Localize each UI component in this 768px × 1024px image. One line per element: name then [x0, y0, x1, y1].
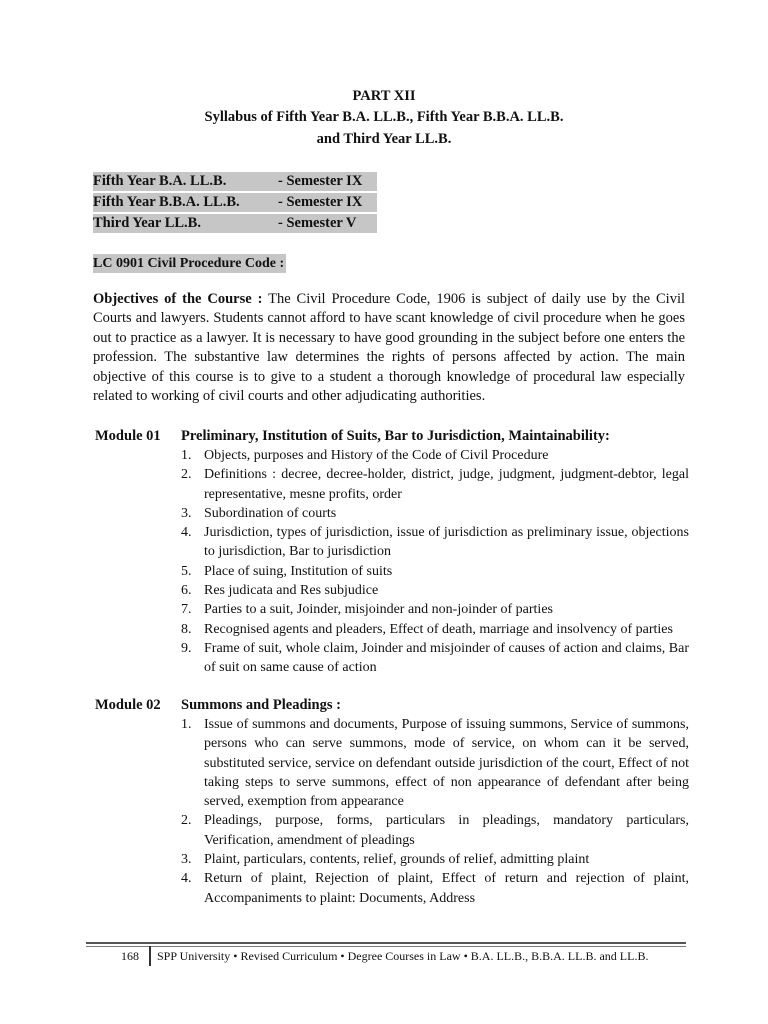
- module-item: [181, 562, 689, 581]
- semester-value: - Semester IX: [278, 194, 363, 210]
- item-number: 2.: [181, 813, 192, 829]
- item-number: 7.: [181, 602, 192, 618]
- objectives-paragraph: [93, 290, 685, 406]
- module-label: Module 02: [95, 697, 161, 713]
- module-item: [181, 446, 689, 465]
- module-item-list: [181, 446, 689, 678]
- module-title: Preliminary, Institution of Suits, Bar to Jurisdiction, Maintainability:: [181, 428, 610, 444]
- semester-value: - Semester V: [278, 215, 357, 231]
- item-number: 3.: [181, 505, 192, 521]
- objectives-label: Objectives of the Course :: [93, 291, 263, 307]
- item-number: 5.: [181, 563, 192, 579]
- item-text: Place of suing, Institution of suits: [204, 563, 393, 579]
- module-title: Summons and Pleadings :: [181, 697, 341, 713]
- item-number: 9.: [181, 640, 192, 656]
- semester-row: [93, 214, 377, 233]
- semester-course: Fifth Year B.A. LL.B.: [93, 173, 227, 189]
- objectives-text: The Civil Procedure Code, 1906 is subject of daily use by the Civil Courts and lawyers. Students cannot afford to have scant knowledge of civil procedure when he goes out to practice as a lawyer. It is necessary to have good grounding in the subject before one enters the profession. The substantive law determines the rights of persons affected by action. The main objective of this course is to give to a student a thorough knowledge of procedural law especially related to working of civil courts and other adjudicating authorities.: [93, 291, 686, 405]
- footer-rule: [86, 942, 686, 944]
- item-text: Frame of suit, whole claim, Joinder and misjoinder of causes of action and claims, Bar of suit on same cause of action: [204, 640, 689, 676]
- item-number: 4.: [181, 871, 192, 887]
- item-text: Pleadings, purpose, forms, particulars in pleadings, mandatory particulars, Verification, amendment of pleadings: [204, 813, 689, 848]
- item-number: 1.: [181, 448, 192, 463]
- semester-row: [93, 193, 377, 212]
- module-item: [181, 639, 689, 678]
- module-item: [181, 523, 689, 562]
- item-number: 1.: [181, 717, 192, 732]
- item-text: Objects, purposes and History of the Code of Civil Procedure: [204, 448, 549, 463]
- item-number: 4.: [181, 525, 192, 541]
- footer-separator: [149, 946, 151, 966]
- module-item: [181, 850, 689, 869]
- course-title: LC 0901 Civil Procedure Code :: [93, 256, 285, 271]
- module-item-list: [181, 715, 689, 908]
- footer-rule-thin: [86, 946, 686, 947]
- semester-course: Fifth Year B.B.A. LL.B.: [93, 194, 240, 210]
- item-number: 8.: [181, 621, 192, 637]
- module-label: Module 01: [95, 428, 161, 444]
- item-text: Return of plaint, Rejection of plaint, Effect of return and rejection of plaint, Accompaniments to plaint: Documents, Address: [204, 871, 689, 906]
- module-item: [181, 811, 689, 850]
- item-text: Definitions : decree, decree-holder, district, judge, judgment, judgment-debtor, legal representative, mesne profits, order: [204, 467, 689, 502]
- syllabus-title-line2: and Third Year LL.B.: [316, 131, 452, 147]
- item-text: Jurisdiction, types of jurisdiction, issue of jurisdiction as preliminary issue, objections to jurisdiction, Bar to jurisdiction: [204, 525, 689, 560]
- semester-row: [93, 172, 377, 191]
- module-item: [181, 600, 689, 619]
- part-heading: PART XII: [352, 88, 416, 104]
- footer-text: SPP University • Revised Curriculum • Degree Courses in Law • B.A. LL.B., B.B.A. LL.B. and LL.B.: [157, 949, 649, 963]
- module-item: [181, 504, 689, 523]
- item-number: 2.: [181, 467, 192, 483]
- semester-value: - Semester IX: [278, 173, 363, 189]
- module-item: [181, 620, 689, 639]
- item-text: Plaint, particulars, contents, relief, grounds of relief, admitting plaint: [204, 852, 590, 868]
- item-text: Subordination of courts: [204, 505, 337, 521]
- page-number: 168: [121, 949, 139, 963]
- item-text: Parties to a suit, Joinder, misjoinder and non-joinder of parties: [204, 602, 553, 618]
- item-number: 6.: [181, 583, 192, 599]
- module-item: [181, 869, 689, 908]
- module-item: [181, 715, 689, 811]
- item-number: 3.: [181, 852, 192, 868]
- module-item: [181, 581, 689, 600]
- item-text: Issue of summons and documents, Purpose of issuing summons, Service of summons, persons who can serve summons, mode of service, on whom can it be served, substituted service, service on defendant outside jurisdiction of the court, Effect of not taking steps to serve summons, effect of non appearance of defendant after being served, exemption from appearance: [204, 717, 689, 810]
- item-text: Res judicata and Res subjudice: [204, 583, 379, 599]
- item-text: Recognised agents and pleaders, Effect of death, marriage and insolvency of parties: [204, 621, 673, 637]
- semester-course: Third Year LL.B.: [93, 215, 201, 231]
- syllabus-title-line1: Syllabus of Fifth Year B.A. LL.B., Fifth Year B.B.A. LL.B.: [204, 109, 564, 125]
- module-item: [181, 465, 689, 504]
